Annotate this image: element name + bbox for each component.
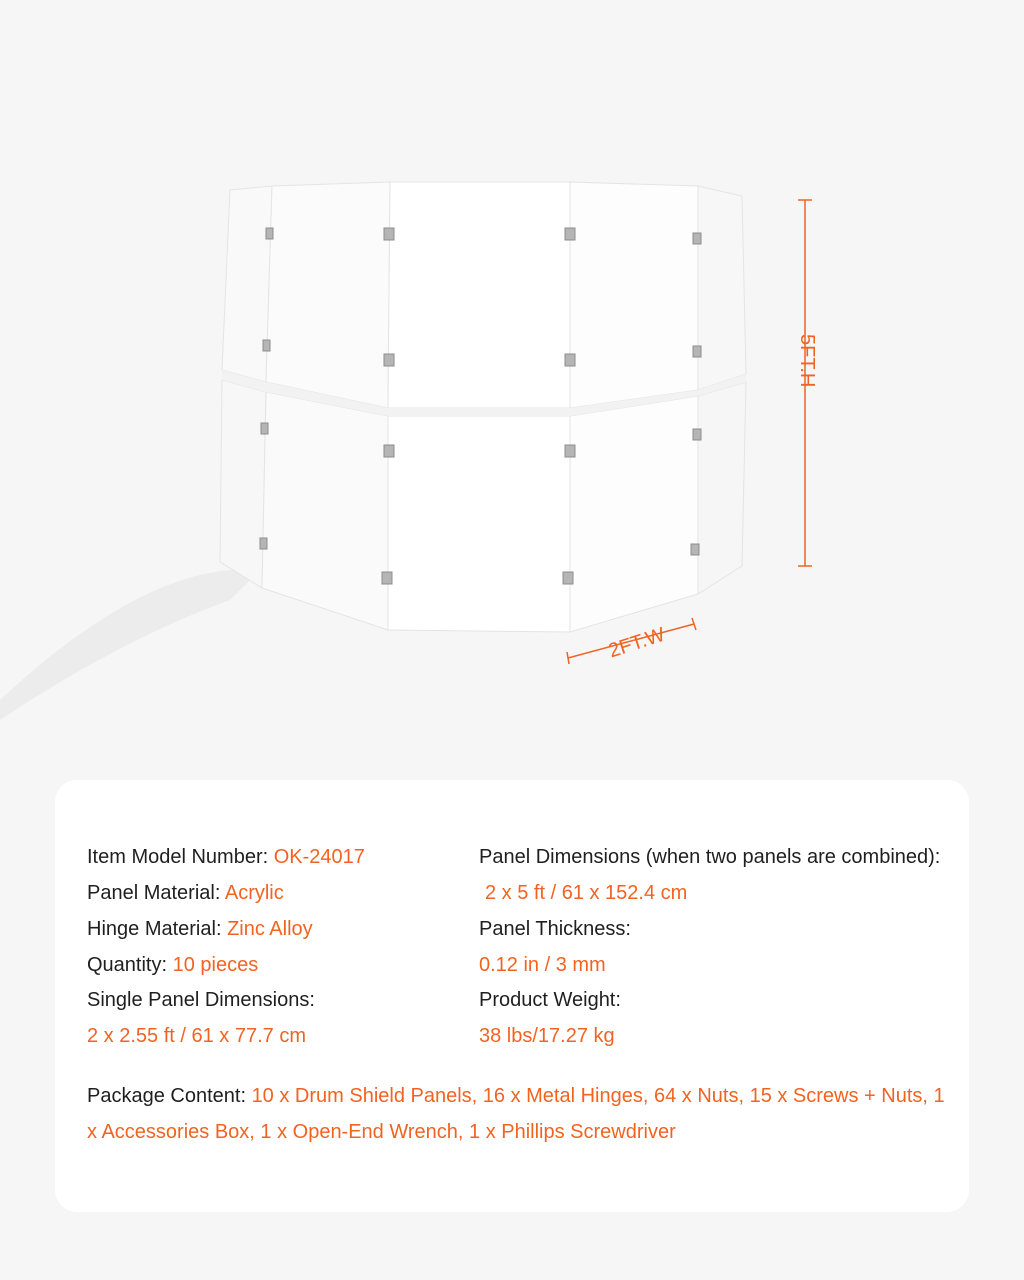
package-content <box>87 1078 947 1150</box>
single-panel-label-text: Single Panel Dimensions: <box>87 989 315 1011</box>
hinge-material-label: Hinge Material: <box>87 918 228 940</box>
upper-panels <box>222 182 746 408</box>
weight-value-text: 38 lbs/17.27 kg <box>479 1025 615 1047</box>
panel-thickness-label <box>479 918 631 941</box>
combined-dimensions-label <box>479 846 940 869</box>
panel-thickness-value <box>479 954 606 977</box>
product-weight-label <box>479 989 621 1012</box>
lower-panels <box>220 380 746 632</box>
combined-dimensions-value <box>485 882 687 905</box>
quantity-label: Quantity: <box>87 954 173 976</box>
height-label: 5FT.H <box>796 334 818 388</box>
quantity-row <box>87 954 258 977</box>
floor-shadow <box>0 569 260 720</box>
model-number-label: Item Model Number: <box>87 846 274 868</box>
panel-material-label: Panel Material: <box>87 882 225 904</box>
hinge-material-value: Zinc Alloy <box>227 918 313 940</box>
thickness-label-text: Panel Thickness: <box>479 918 631 940</box>
thickness-value-text: 0.12 in / 3 mm <box>479 954 606 976</box>
product-weight-value <box>479 1025 615 1048</box>
quantity-value: 10 pieces <box>172 954 259 976</box>
package-content-value: 10 x Drum Shield Panels, 16 x Metal Hinges, 64 x Nuts, 15 x Screws + Nuts, 1 x Accessories Box, 1 x Open-End Wrench, 1 x Phillips Screwdriver <box>87 1085 945 1143</box>
model-number-value: OK-24017 <box>273 846 365 868</box>
single-panel-dimensions-value <box>87 1025 306 1048</box>
single-panel-value-text: 2 x 2.55 ft / 61 x 77.7 cm <box>87 1025 307 1047</box>
combined-value-text: 2 x 5 ft / 61 x 152.4 cm <box>485 882 688 904</box>
weight-label-text: Product Weight: <box>479 989 621 1011</box>
combined-label-text: Panel Dimensions (when two panels are combined): <box>479 846 941 868</box>
panel-material-value: Acrylic <box>224 882 284 904</box>
model-number-row <box>87 846 365 869</box>
package-content-label: Package Content: <box>87 1085 252 1107</box>
panel-material-row <box>87 882 284 905</box>
spec-card <box>55 780 969 1212</box>
hinge-material-row <box>87 918 313 941</box>
width-label: 2FT.W <box>605 623 668 663</box>
single-panel-dimensions-label <box>87 989 315 1012</box>
